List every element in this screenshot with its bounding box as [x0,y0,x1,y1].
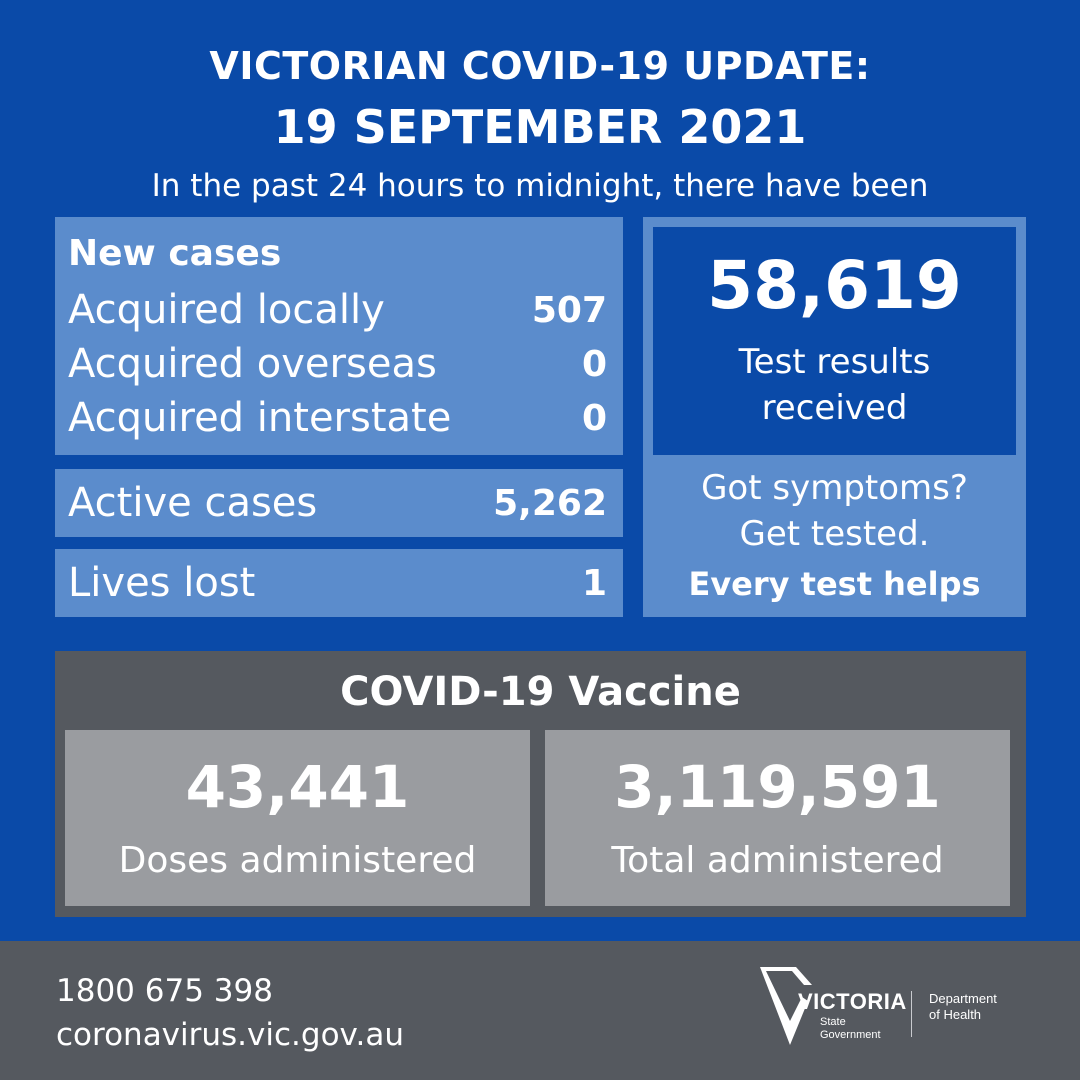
row-label: Acquired interstate [68,395,452,441]
row-value: 0 [581,397,607,439]
row-acquired-locally [68,287,607,333]
doses-box [65,730,530,906]
vaccine-panel [55,651,1026,917]
lives-lost-panel [55,549,623,617]
victoria-government-logo [760,967,1030,1057]
row-acquired-interstate [68,395,607,441]
department-label [929,991,997,1023]
doses-value: 43,441 [185,753,410,821]
cta-line1: Got symptoms? [701,468,968,508]
tests-result-box [653,227,1016,455]
active-cases-value: 5,262 [493,482,607,524]
logo-sub-line2: Government [820,1029,881,1041]
row-value: 0 [581,343,607,385]
row-value: 507 [531,289,607,331]
row-label: Acquired locally [68,287,385,333]
cta-line2: Get tested. [739,514,930,554]
logo-subtitle [820,1016,881,1042]
dept-line2: of Health [929,1007,982,1022]
row-label: Acquired overseas [68,341,437,387]
tests-value: 58,619 [707,247,962,324]
logo-sub-line1: State [820,1016,846,1028]
active-cases-panel [55,469,623,537]
subtitle: In the past 24 hours to midnight, there have been [151,168,929,204]
active-cases-label: Active cases [68,480,318,526]
footer [0,941,1080,1080]
total-label: Total administered [611,840,944,881]
cta-line3: Every test helps [688,565,981,603]
phone-number[interactable]: 1800 675 398 [56,973,273,1009]
title-date: 19 SEPTEMBER 2021 [273,100,807,154]
logo-divider [911,991,912,1037]
dept-line1: Department [929,991,997,1006]
doses-label: Doses administered [118,840,477,881]
logo-wordmark: VICTORIA [798,989,907,1014]
lives-lost-label: Lives lost [68,560,256,606]
vaccine-heading: COVID-19 Vaccine [340,669,741,715]
total-box [545,730,1010,906]
new-cases-heading: New cases [68,233,282,274]
tests-label-line1: Test results [738,342,931,382]
tests-cta [643,465,1026,607]
title-line-1: VICTORIAN COVID-19 UPDATE: [209,44,871,88]
website-link[interactable]: coronavirus.vic.gov.au [56,1017,404,1053]
tests-label-line2: received [761,388,908,428]
lives-lost-value: 1 [581,562,607,604]
row-acquired-overseas [68,341,607,387]
tests-panel [643,217,1026,617]
total-value: 3,119,591 [614,753,941,821]
